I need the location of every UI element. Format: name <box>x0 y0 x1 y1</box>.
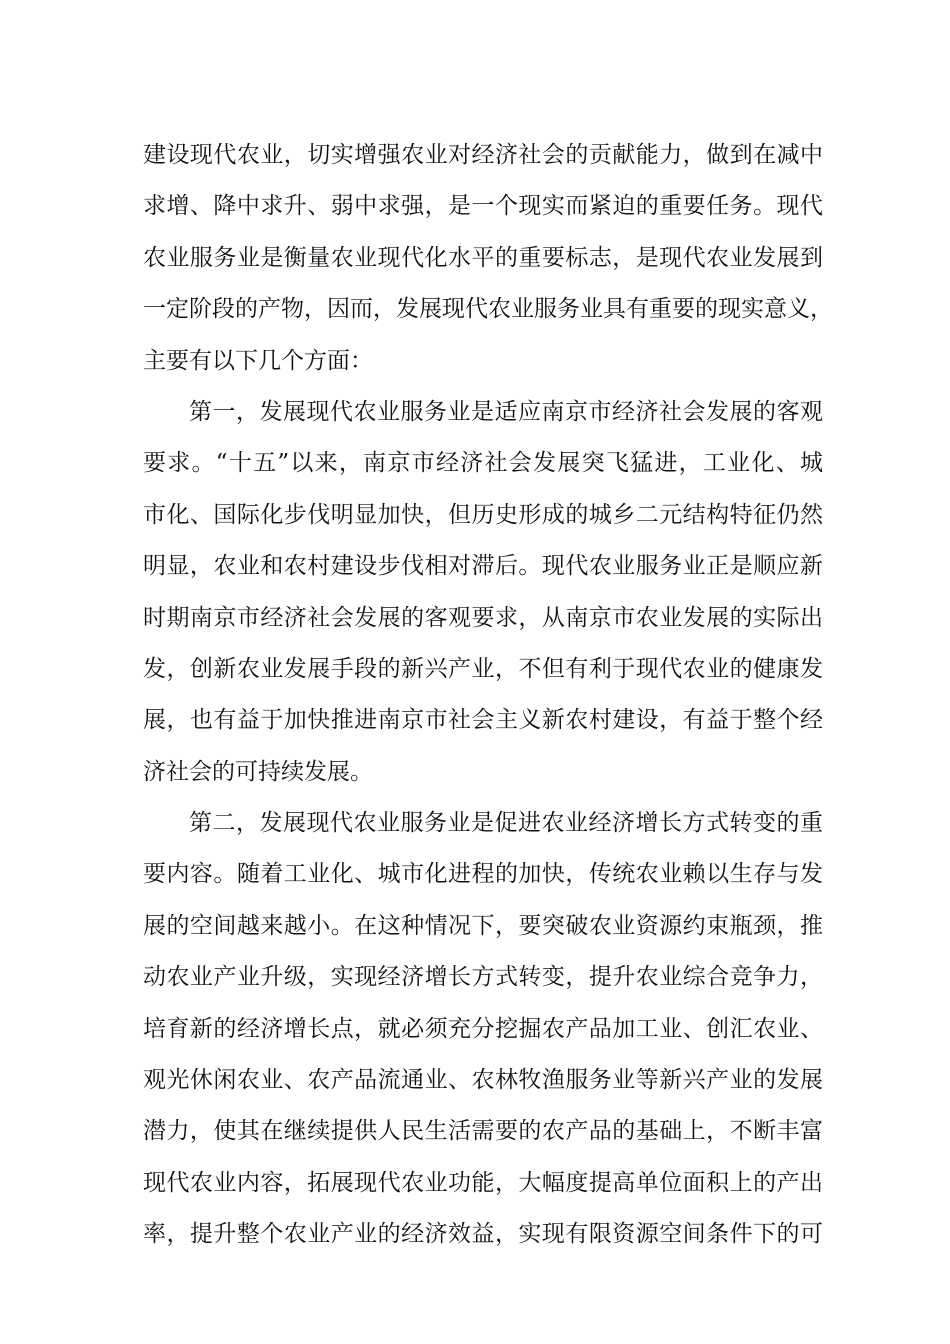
body-text <box>143 130 833 1261</box>
text-line: 展，也有益于加快推进南京市社会主义新农村建设，有益于整个经 <box>143 707 823 734</box>
text-line: 观光休闲农业、农产品流通业、农林牧渔服务业等新兴产业的发展 <box>143 1067 823 1094</box>
text-line: 展的空间越来越小。在这种情况下，要突破农业资源约束瓶颈，推 <box>143 912 823 939</box>
text-line: 潜力，使其在继续提供人民生活需要的农产品的基础上，不断丰富 <box>143 1118 823 1145</box>
text-line: 济社会的可持续发展。 <box>143 758 373 785</box>
text-line: 率，提升整个农业产业的经济效益，实现有限资源空间条件下的可 <box>143 1221 823 1248</box>
text-line: 求增、降中求升、弱中求强，是一个现实而紧迫的重要任务。现代 <box>143 193 823 220</box>
text-line: 时期南京市经济社会发展的客观要求，从南京市农业发展的实际出 <box>143 604 823 631</box>
text-line: 一定阶段的产物，因而，发展现代农业服务业具有重要的现实意义， <box>143 296 833 323</box>
text-line: 现代农业内容，拓展现代农业功能，大幅度提高单位面积上的产出 <box>143 1169 823 1196</box>
paragraph-first-line: 第二，发展现代农业服务业是促进农业经济增长方式转变的重 <box>189 810 823 837</box>
text-line: 市化、国际化步伐明显加快，但历史形成的城乡二元结构特征仍然 <box>143 501 823 528</box>
text-line: 主要有以下几个方面： <box>143 347 373 374</box>
text-line: 明显，农业和农村建设步伐相对滞后。现代农业服务业正是顺应新 <box>143 553 823 580</box>
text-line: 动农业产业升级，实现经济增长方式转变，提升农业综合竞争力， <box>143 964 823 991</box>
text-line: 发，创新农业发展手段的新兴产业，不但有利于现代农业的健康发 <box>143 655 823 682</box>
text-line: 要求。“十五”以来，南京市经济社会发展突飞猛进，工业化、城 <box>143 450 823 477</box>
text-line: 培育新的经济增长点，就必须充分挖掘农产品加工业、创汇农业、 <box>143 1015 823 1042</box>
text-line: 建设现代农业，切实增强农业对经济社会的贡献能力，做到在减中 <box>143 142 823 168</box>
paragraph-first-line: 第一，发展现代农业服务业是适应南京市经济社会发展的客观 <box>189 398 823 425</box>
text-line: 要内容。随着工业化、城市化进程的加快，传统农业赖以生存与发 <box>143 861 823 888</box>
text-line: 农业服务业是衡量农业现代化水平的重要标志，是现代农业发展到 <box>143 244 823 271</box>
